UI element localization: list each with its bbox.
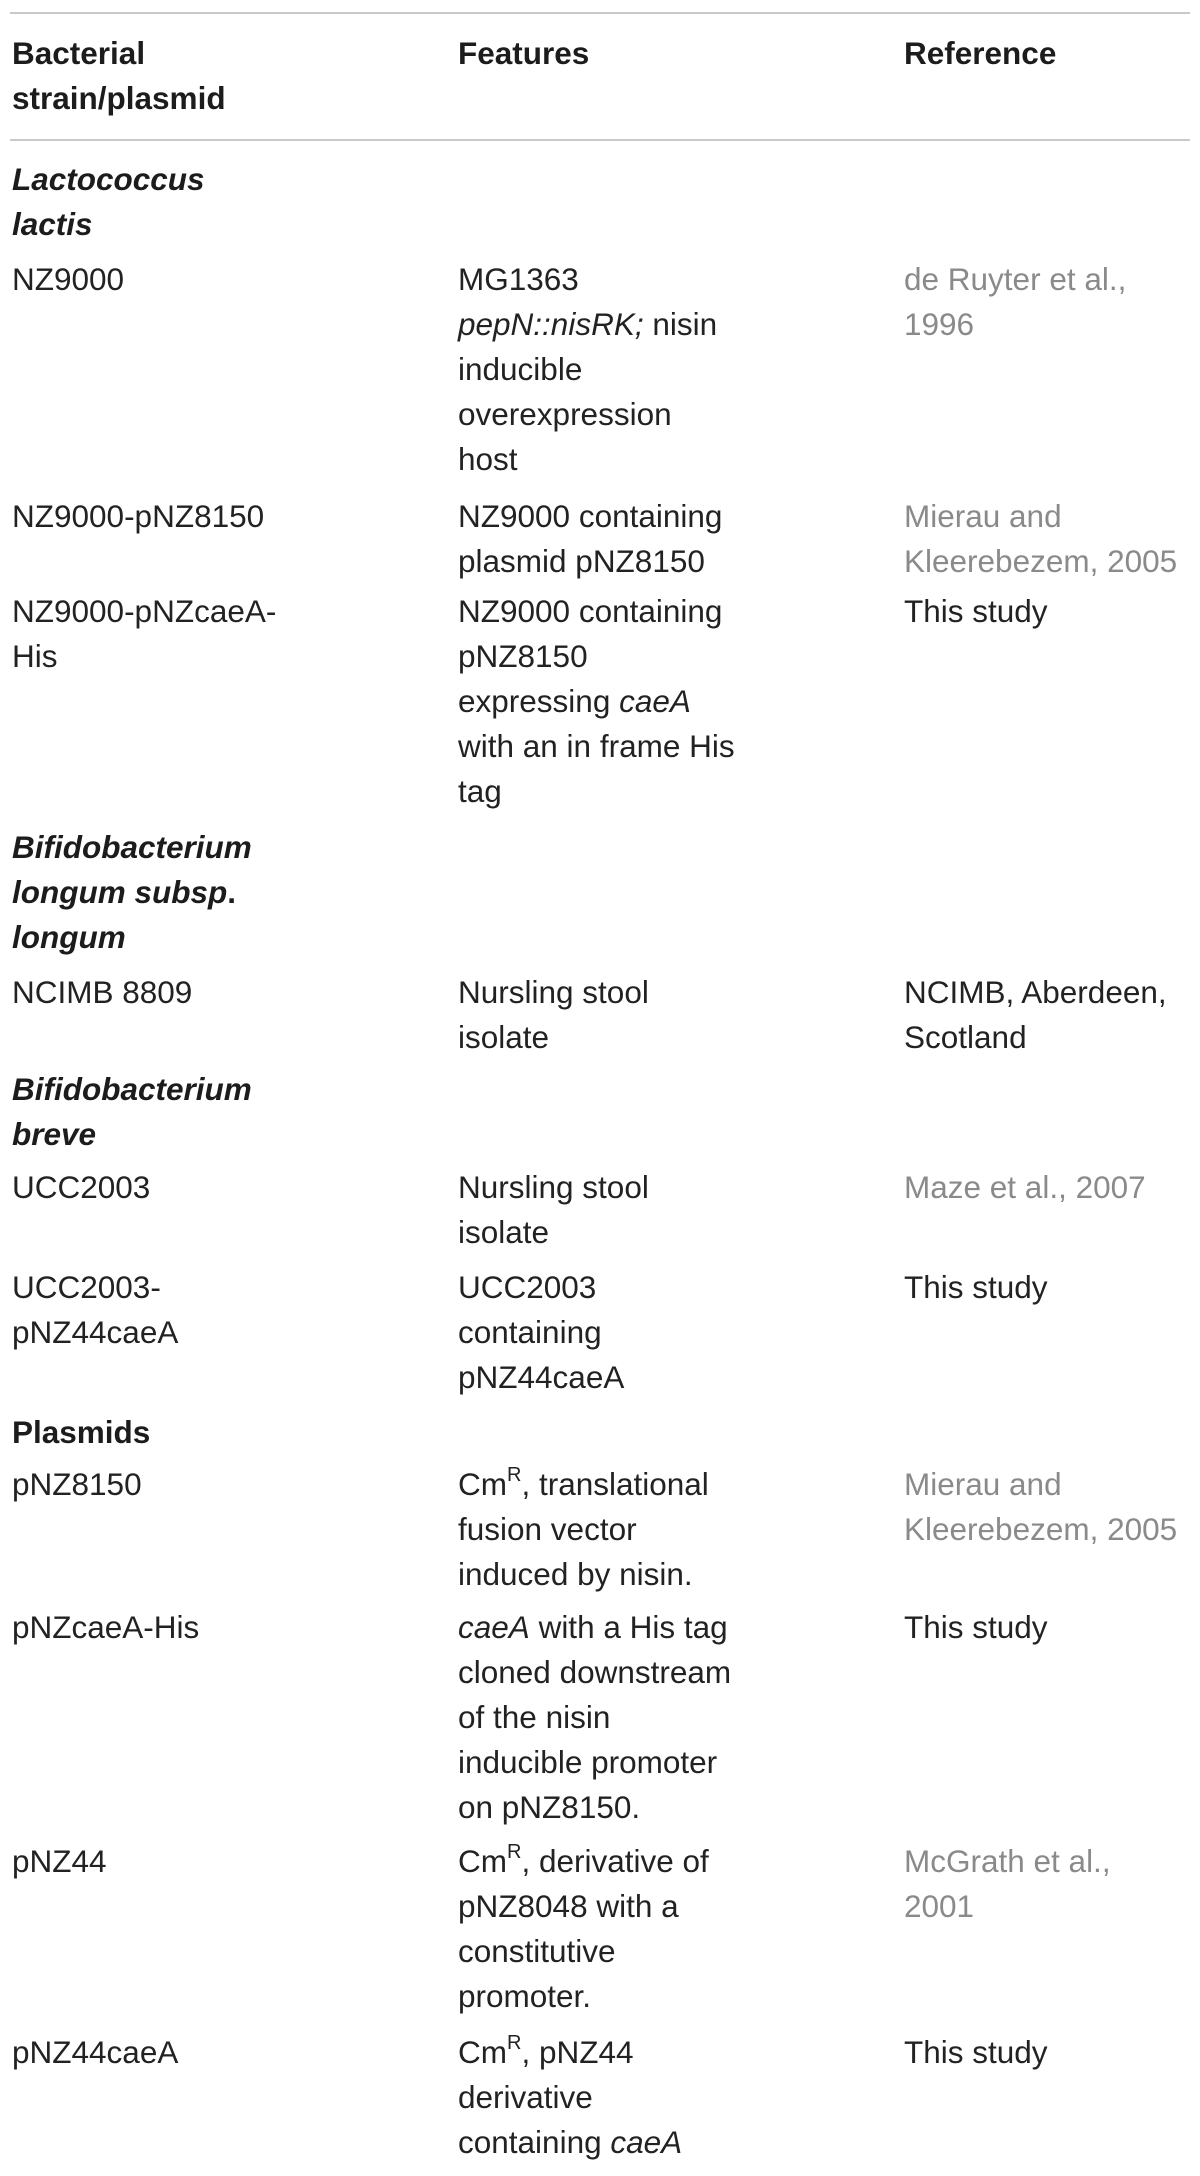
features-text: Cm: [458, 2034, 507, 2070]
section-line: breve: [12, 1116, 97, 1152]
features-line: on pNZ8150.: [458, 1789, 641, 1825]
strain-cell: [12, 589, 276, 679]
header-reference: Reference: [904, 35, 1057, 71]
features-line: [458, 2120, 682, 2165]
features-line: isolate: [458, 1019, 550, 1055]
gene-italic: caeA: [619, 683, 691, 719]
features-line: induced by nisin.: [458, 1556, 693, 1592]
reference-link[interactable]: [904, 1462, 1177, 1552]
reference-line: 2001: [904, 1888, 975, 1924]
features-line: MG1363: [458, 261, 579, 297]
section-text: .: [227, 874, 237, 910]
section-label: [12, 157, 205, 247]
header-bottom-rule: [10, 139, 1190, 141]
header-features: Features: [458, 35, 590, 71]
reference-line: NCIMB, Aberdeen,: [904, 974, 1167, 1010]
reference-line: Mierau and: [904, 1466, 1062, 1502]
features-line: NZ9000 containing: [458, 498, 723, 534]
strain-cell: NCIMB 8809: [12, 974, 193, 1010]
reference-cell: This study: [904, 2034, 1048, 2070]
section-label: [12, 825, 252, 960]
features-cell: [458, 257, 717, 482]
features-line: [458, 1839, 709, 1884]
features-line: pNZ8048 with a: [458, 1888, 679, 1924]
reference-link[interactable]: [904, 494, 1177, 584]
strain-line: His: [12, 638, 58, 674]
features-line: constitutive: [458, 1933, 616, 1969]
header-col1-line1: Bacterial: [12, 35, 146, 71]
features-line: of the nisin: [458, 1699, 611, 1735]
gene-italic: caeA: [458, 1609, 530, 1645]
features-line: inducible promoter: [458, 1744, 718, 1780]
strain-cell: [12, 1265, 178, 1355]
reference-line: Scotland: [904, 1019, 1027, 1055]
section-line: lactis: [12, 206, 93, 242]
section-line: Bifidobacterium: [12, 1071, 252, 1107]
features-text: expressing: [458, 683, 620, 719]
features-line: with an in frame His: [458, 728, 735, 764]
section-line: longum: [12, 919, 126, 955]
features-cell: [458, 1605, 731, 1830]
features-cell: [458, 494, 722, 584]
reference-link[interactable]: [904, 1839, 1111, 1929]
strain-line: pNZ44caeA: [12, 1314, 179, 1350]
reference-cell: [904, 970, 1167, 1060]
features-text: , translational: [521, 1466, 709, 1502]
features-line: Nursling stool: [458, 974, 649, 1010]
section-text: longum subsp: [12, 874, 228, 910]
features-cell: [458, 970, 649, 1060]
resistance-superscript: R: [507, 1840, 522, 1863]
features-line: derivative: [458, 2079, 593, 2115]
reference-line: Kleerebezem, 2005: [904, 1511, 1178, 1547]
features-text: nisin: [643, 306, 718, 342]
features-cell: [458, 1165, 649, 1255]
features-line: [458, 1605, 731, 1650]
features-line: UCC2003: [458, 1269, 597, 1305]
features-line: NZ9000 containing: [458, 593, 723, 629]
features-text: Cm: [458, 1843, 507, 1879]
features-line: overexpression: [458, 396, 672, 432]
features-line: inducible: [458, 351, 583, 387]
strain-cell: NZ9000: [12, 261, 125, 297]
features-line: [458, 1462, 709, 1507]
features-line: fusion vector: [458, 1511, 637, 1547]
features-line: [458, 679, 735, 724]
features-line: host: [458, 441, 518, 477]
section-line: Bifidobacterium: [12, 829, 252, 865]
strain-cell: UCC2003: [12, 1169, 151, 1205]
features-cell: [458, 1265, 624, 1400]
features-text: containing: [458, 2124, 611, 2160]
reference-line: de Ruyter et al.,: [904, 261, 1127, 297]
features-text: Cm: [458, 1466, 507, 1502]
features-line: pNZ44caeA: [458, 1359, 625, 1395]
features-line: Nursling stool: [458, 1169, 649, 1205]
strain-cell: NZ9000-pNZ8150: [12, 498, 265, 534]
features-text: , pNZ44: [521, 2034, 634, 2070]
features-line: plasmid pNZ8150: [458, 543, 705, 579]
reference-link[interactable]: [904, 257, 1126, 347]
gene-italic: pepN::nisRK;: [458, 306, 644, 342]
strain-line: UCC2003-: [12, 1269, 161, 1305]
features-line: [458, 2030, 682, 2075]
features-cell: [458, 1839, 709, 2019]
features-line: [458, 302, 717, 347]
table-top-rule: [10, 12, 1190, 14]
header-bacterial-strain-plasmid: [12, 31, 226, 121]
section-line: [12, 870, 252, 915]
features-cell: [458, 589, 735, 814]
reference-cell: This study: [904, 1609, 1048, 1645]
reference-line: 1996: [904, 306, 975, 342]
features-line: isolate: [458, 1214, 550, 1250]
resistance-superscript: R: [507, 1463, 522, 1486]
features-line: tag: [458, 773, 502, 809]
section-label: Plasmids: [12, 1414, 151, 1450]
reference-link[interactable]: Maze et al., 2007: [904, 1169, 1146, 1205]
reference-cell: This study: [904, 1269, 1048, 1305]
features-line: pNZ8150: [458, 638, 588, 674]
features-cell: [458, 2030, 682, 2165]
resistance-superscript: R: [507, 2031, 522, 2054]
reference-line: Kleerebezem, 2005: [904, 543, 1178, 579]
section-line: Lactococcus: [12, 161, 205, 197]
strain-cell: pNZ8150: [12, 1466, 142, 1502]
strain-cell: pNZcaeA-His: [12, 1609, 200, 1645]
features-cell: [458, 1462, 709, 1597]
gene-italic: caeA: [610, 2124, 683, 2160]
features-line: promoter.: [458, 1978, 592, 2014]
strain-cell: pNZ44: [12, 1843, 107, 1879]
features-text: , derivative of: [521, 1843, 709, 1879]
reference-line: McGrath et al.,: [904, 1843, 1111, 1879]
features-line: containing: [458, 1314, 602, 1350]
section-label: [12, 1067, 252, 1157]
reference-line: Mierau and: [904, 498, 1062, 534]
strain-line: NZ9000-pNZcaeA-: [12, 593, 277, 629]
header-col1-line2: strain/plasmid: [12, 80, 226, 116]
features-line: cloned downstream: [458, 1654, 732, 1690]
features-text: with a His tag: [529, 1609, 728, 1645]
strain-cell: pNZ44caeA: [12, 2034, 179, 2070]
reference-cell: This study: [904, 593, 1048, 629]
